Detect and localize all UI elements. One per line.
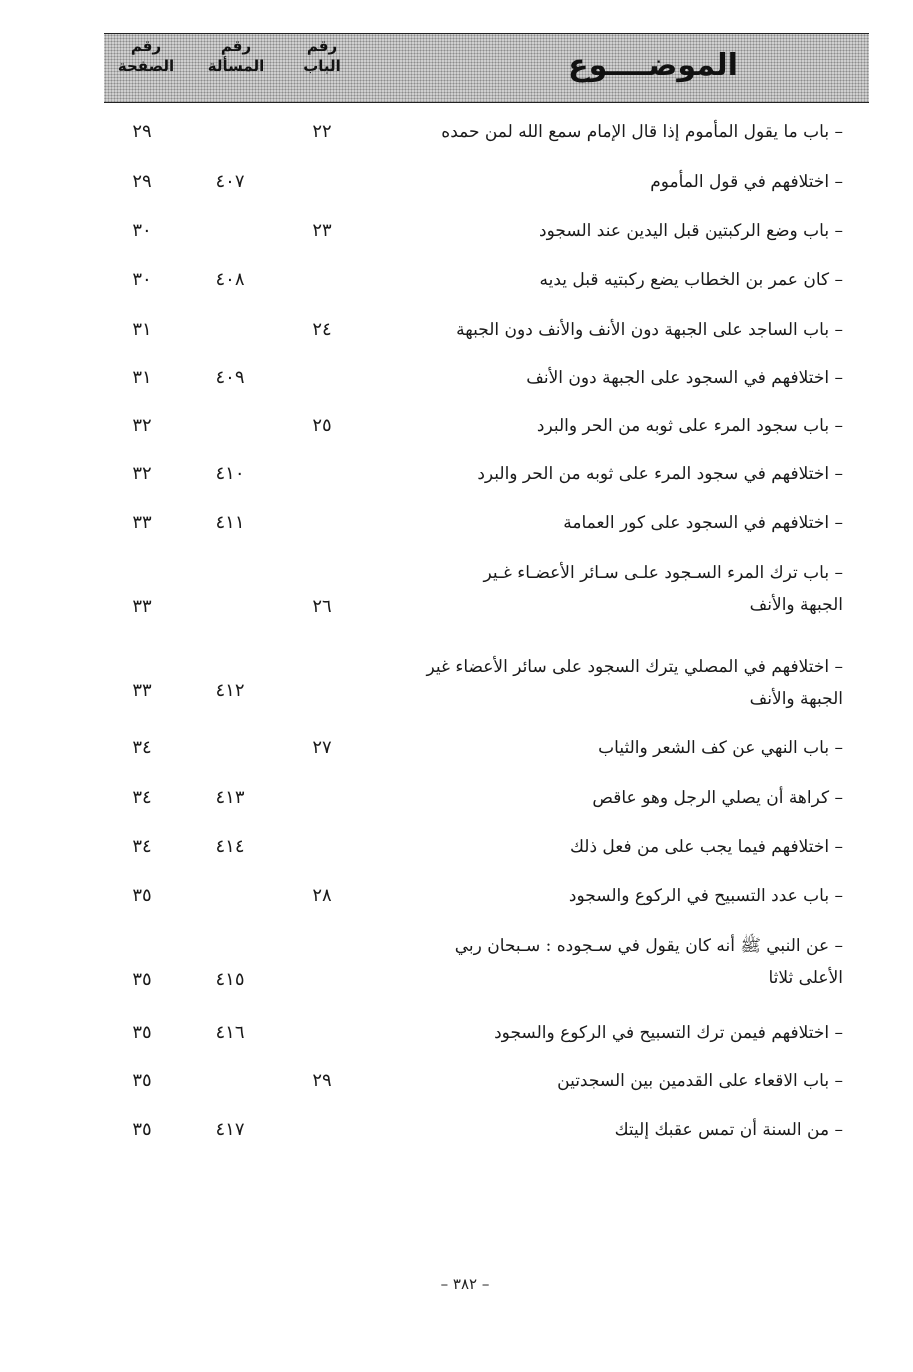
toc-bab-number: ٢٢ [312, 121, 332, 142]
toc-topic: – عن النبي ﷺ أنه كان يقول في سـجوده : سـبحان ربي [454, 936, 843, 956]
toc-masala-number: ٤١٤ [215, 836, 245, 857]
toc-topic: – اختلافهم في المصلي يترك السجود على سائر الأعضاء غير [426, 657, 843, 677]
toc-bab-number: ٢٥ [312, 415, 332, 436]
toc-row [104, 117, 869, 147]
toc-masala-number: ٤٠٩ [215, 367, 245, 388]
toc-row [104, 1115, 869, 1145]
toc-page-number: ٣٣ [132, 596, 152, 617]
toc-page-number: ٢٩ [132, 121, 152, 142]
toc-masala-number: ٤١٥ [215, 969, 245, 990]
toc-page-number: ٣٢ [132, 415, 152, 436]
toc-page-number: ٣٣ [132, 512, 152, 533]
toc-page-number: ٣٥ [132, 885, 152, 906]
header-col-masala-line2: المسألة [207, 57, 265, 75]
toc-row [104, 216, 869, 246]
toc-row [104, 508, 869, 538]
toc-bab-number: ٢٩ [312, 1070, 332, 1091]
toc-page-number: ٣٥ [132, 969, 152, 990]
toc-bab-number: ٢٣ [312, 220, 332, 241]
toc-page-number: ٣٤ [132, 737, 152, 758]
toc-topic: – اختلافهم فيمن ترك التسبيح في الركوع والسجود [494, 1023, 843, 1043]
toc-topic-continuation: الأعلى ثلاثا [768, 968, 843, 988]
toc-topic: – اختلافهم فيما يجب على من فعل ذلك [569, 837, 843, 857]
toc-topic: – باب النهي عن كف الشعر والثياب [598, 738, 843, 758]
toc-topic: – باب الاقعاء على القدمين بين السجدتين [557, 1071, 843, 1091]
toc-topic: – كان عمر بن الخطاب يضع ركبتيه قبل يديه [539, 270, 843, 290]
header-col-page [110, 36, 182, 76]
toc-row [104, 558, 869, 617]
toc-masala-number: ٤١١ [215, 512, 245, 533]
toc-topic: – اختلافهم في قول المأموم [650, 172, 843, 192]
header-col-masala [200, 36, 272, 76]
toc-row [104, 783, 869, 813]
toc-page-number: ٣٥ [132, 1119, 152, 1140]
toc-topic: – باب ما يقول المأموم إذا قال الإمام سمع الله لمن حمده [441, 122, 843, 142]
toc-page-number: ٣١ [132, 367, 152, 388]
toc-row [104, 363, 869, 393]
header-col-bab [290, 36, 354, 76]
toc-row [104, 733, 869, 763]
toc-page-number: ٣١ [132, 319, 152, 340]
toc-bab-number: ٢٨ [312, 885, 332, 906]
toc-page-number: ٣٠ [132, 220, 152, 241]
toc-masala-number: ٤١٦ [215, 1022, 245, 1043]
toc-page-number: ٣٥ [132, 1022, 152, 1043]
toc-row [104, 459, 869, 489]
page-number: – ٣٨٢ – [440, 1275, 490, 1293]
toc-topic: – كراهة أن يصلي الرجل وهو عاقص [592, 788, 843, 808]
toc-masala-number: ٤٠٨ [215, 269, 245, 290]
toc-topic: – باب ترك المرء السـجود علـى سـائر الأعضـاء غـير [483, 563, 843, 583]
header-col-masala-line1: رقم [220, 37, 252, 55]
toc-page-number: ٣٠ [132, 269, 152, 290]
toc-page-number: ٣٣ [132, 680, 152, 701]
toc-topic: – باب سجود المرء على ثوبه من الحر والبرد [536, 416, 843, 436]
toc-topic: – باب وضع الركبتين قبل اليدين عند السجود [539, 221, 843, 241]
toc-masala-number: ٤١٣ [215, 787, 245, 808]
toc-row [104, 315, 869, 345]
toc-page-number: ٣٤ [132, 787, 152, 808]
toc-masala-number: ٤١٧ [215, 1119, 245, 1140]
toc-page-number: ٣٤ [132, 836, 152, 857]
toc-bab-number: ٢٦ [312, 596, 332, 617]
toc-bab-number: ٢٤ [312, 319, 332, 340]
toc-topic-continuation: الجبهة والأنف [749, 595, 843, 615]
toc-topic: – اختلافهم في السجود على الجبهة دون الأنف [526, 368, 843, 388]
toc-page-number: ٢٩ [132, 171, 152, 192]
toc-row [104, 265, 869, 295]
toc-row [104, 167, 869, 197]
toc-row [104, 1018, 869, 1048]
toc-page-number: ٣٢ [132, 463, 152, 484]
header-title-topic: الموضــــوع [568, 48, 738, 83]
header-col-bab-line1: رقم [306, 37, 338, 55]
toc-masala-number: ٤١٠ [215, 463, 245, 484]
toc-row [104, 411, 869, 441]
toc-topic: – اختلافهم في سجود المرء على ثوبه من الحر والبرد [477, 464, 843, 484]
toc-masala-number: ٤٠٧ [215, 171, 245, 192]
toc-bab-number: ٢٧ [312, 737, 332, 758]
toc-topic-continuation: الجبهة والأنف [749, 689, 843, 709]
toc-row [104, 881, 869, 911]
toc-row [104, 652, 869, 709]
header-col-bab-line2: الباب [303, 57, 341, 75]
toc-topic: – باب عدد التسبيح في الركوع والسجود [568, 886, 843, 906]
header-col-page-line2: الصفحة [117, 57, 175, 75]
toc-topic: – باب الساجد على الجبهة دون الأنف والأنف دون الجبهة [456, 320, 843, 340]
toc-topic: – اختلافهم في السجود على كور العمامة [563, 513, 843, 533]
toc-masala-number: ٤١٢ [215, 680, 245, 701]
toc-row [104, 1066, 869, 1096]
toc-row [104, 931, 869, 990]
header-col-page-line1: رقم [130, 37, 162, 55]
toc-page-number: ٣٥ [132, 1070, 152, 1091]
toc-topic: – من السنة أن تمس عقبك إليتك [614, 1120, 843, 1140]
toc-row [104, 832, 869, 862]
